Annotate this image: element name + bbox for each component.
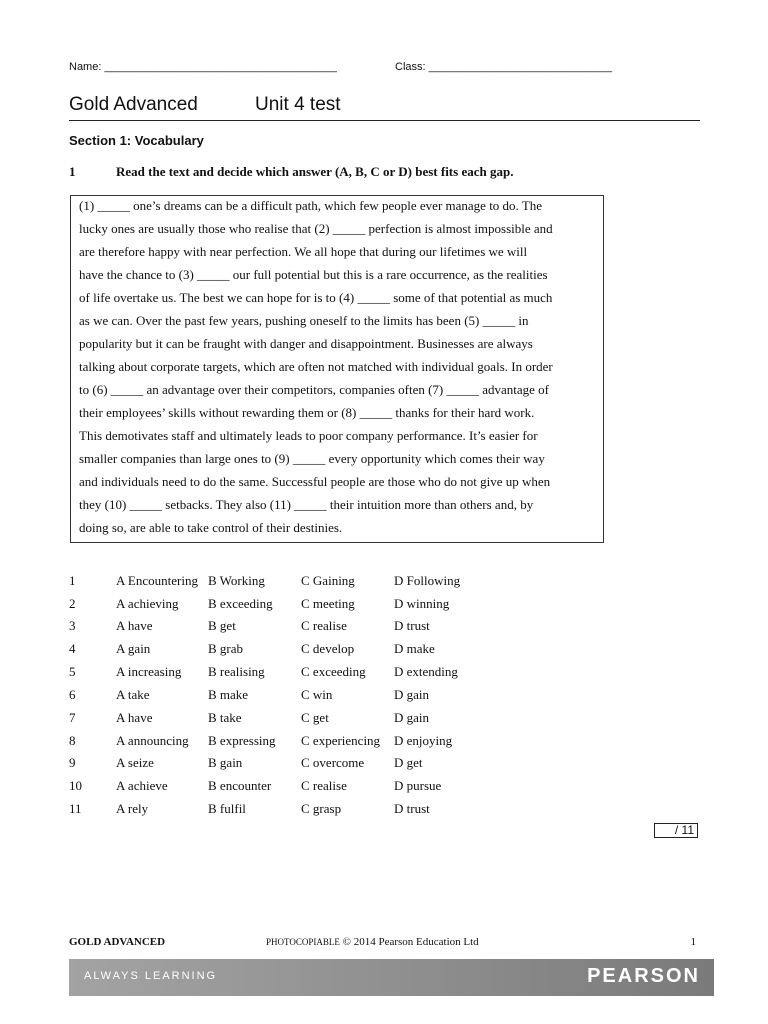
passage-line: to (6) _____ an advantage over their competitors, companies often (7) _____ advantage of [79,382,550,397]
score-box[interactable]: / 11 [654,823,698,838]
photocopiable-label: PHOTOCOPIABLE [266,937,340,947]
option-number: 5 [69,664,76,679]
pearson-logo: PEARSON [587,965,700,987]
option-d[interactable]: D make [394,641,435,656]
option-number: 9 [69,755,76,770]
option-c[interactable]: C experiencing [301,733,381,748]
option-c[interactable]: C win [301,687,333,702]
option-number: 1 [69,573,76,588]
section-heading: Section 1: Vocabulary [69,133,204,148]
title-row [69,94,700,121]
passage-line: lucky ones are usually those who realise that (2) _____ perfection is almost impossible and [79,221,553,236]
option-d[interactable]: D pursue [394,778,442,793]
option-c[interactable]: C meeting [301,596,355,611]
option-d[interactable]: D get [394,755,423,770]
name-field[interactable]: Name: ______________________________________ [69,61,337,73]
passage-line: have the chance to (3) _____ our full potential but this is a rare occurrence, as the realities [79,267,548,282]
option-d[interactable]: D enjoying [394,733,453,748]
option-a[interactable]: A increasing [116,664,182,679]
option-a[interactable]: A have [116,710,153,725]
option-c[interactable]: C Gaining [301,573,355,588]
option-number: 11 [69,801,82,816]
option-d[interactable]: D trust [394,801,430,816]
option-c[interactable]: C grasp [301,801,342,816]
option-b[interactable]: B fulfil [208,801,246,816]
passage-line: their employees’ skills without rewarding them or (8) _____ thanks for their hard work. [79,405,535,420]
passage-line: popularity but it can be fraught with danger and disappointment. Businesses are always [79,336,533,351]
passage-line: doing so, are able to take control of their destinies. [79,520,343,535]
option-a[interactable]: A take [116,687,150,702]
option-b[interactable]: B realising [208,664,265,679]
option-d[interactable]: D extending [394,664,458,679]
option-d[interactable]: D Following [394,573,461,588]
footer-book-title: GOLD ADVANCED [69,936,166,948]
option-b[interactable]: B expressing [208,733,276,748]
passage-line: they (10) _____ setbacks. They also (11) _____ their intuition more than others and, by [79,497,534,512]
passage-line: and individuals need to do the same. Successful people are those who do not give up when [79,474,551,489]
option-c[interactable]: C get [301,710,329,725]
question-number: 1 [69,164,76,179]
option-b[interactable]: B encounter [208,778,272,793]
option-a[interactable]: A rely [116,801,149,816]
passage-line: of life overtake us. The best we can hope for is to (4) _____ some of that potential as much [79,290,553,305]
class-field[interactable]: Class: ______________________________ [395,61,613,73]
passage-line: This demotivates staff and ultimately leads to poor company performance. It’s easier for [79,428,538,443]
option-b[interactable]: B grab [208,641,244,656]
option-number: 4 [69,641,76,656]
option-a[interactable]: A announcing [116,733,189,748]
unit-title: Unit 4 test [255,94,341,115]
option-a[interactable]: A seize [116,755,154,770]
option-number: 3 [69,618,76,633]
option-c[interactable]: C realise [301,618,347,633]
option-b[interactable]: B get [208,618,236,633]
footer [69,936,700,952]
option-c[interactable]: C overcome [301,755,365,770]
passage-line: (1) _____ one’s dreams can be a difficult path, which few people ever manage to do. The [79,198,543,213]
option-d[interactable]: D winning [394,596,450,611]
option-number: 2 [69,596,76,611]
option-a[interactable]: A Encountering [116,573,198,588]
option-c[interactable]: C develop [301,641,355,656]
option-number: 7 [69,710,76,725]
option-d[interactable]: D gain [394,687,430,702]
option-number: 8 [69,733,76,748]
page-number: 1 [690,936,696,948]
option-number: 6 [69,687,76,702]
doc-title: Gold Advanced [69,94,198,115]
passage-line: as we can. Over the past few years, pushing oneself to the limits has been (5) _____ in [79,313,529,328]
option-b[interactable]: B exceeding [208,596,273,611]
passage-line: talking about corporate targets, which are often not matched with individual goals. In order [79,359,553,374]
option-c[interactable]: C exceeding [301,664,366,679]
option-d[interactable]: D trust [394,618,430,633]
passage-line: are therefore happy with near perfection. We all hope that during our lifetimes we will [79,244,528,259]
brand-tagline: ALWAYS LEARNING [84,970,218,982]
copyright-text: © 2014 Pearson Education Ltd [342,936,479,948]
option-a[interactable]: A gain [116,641,151,656]
option-b[interactable]: B gain [208,755,243,770]
option-c[interactable]: C realise [301,778,347,793]
option-b[interactable]: B take [208,710,242,725]
option-number: 10 [69,778,82,793]
passage-line: smaller companies than large ones to (9) _____ every opportunity which comes their way [79,451,545,466]
option-b[interactable]: B Working [208,573,265,588]
option-a[interactable]: A achieve [116,778,168,793]
footer-copyright [266,936,479,948]
brand-bar [69,959,714,996]
passage-box [70,195,604,543]
option-b[interactable]: B make [208,687,249,702]
option-a[interactable]: A achieving [116,596,179,611]
question-instruction: Read the text and decide which answer (A, B, C or D) best fits each gap. [116,164,514,179]
option-a[interactable]: A have [116,618,153,633]
option-d[interactable]: D gain [394,710,430,725]
